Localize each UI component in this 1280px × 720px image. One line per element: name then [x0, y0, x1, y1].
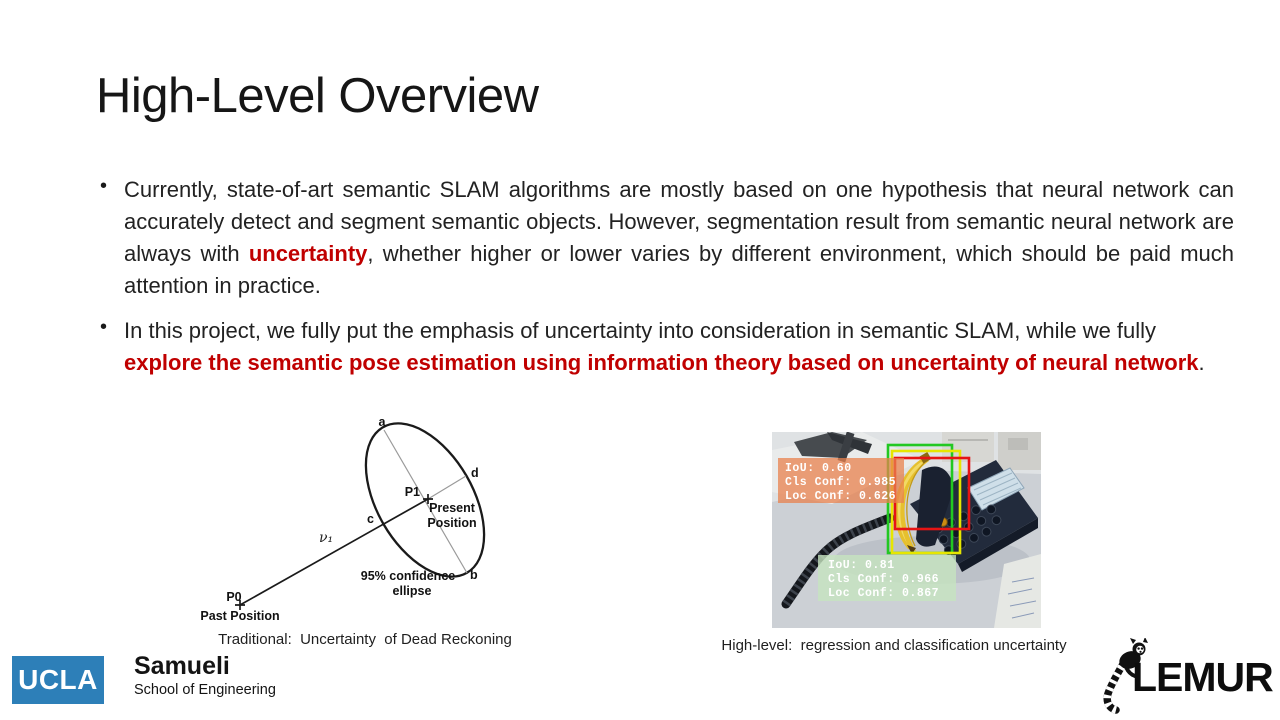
overlay-bottom-line3: Loc Conf: 0.867: [828, 587, 940, 600]
overlay-top-line1: IoU: 0.60: [785, 462, 852, 475]
label-conf-1: 95% confidence: [360, 569, 456, 583]
ucla-wordmark: UCLA: [18, 664, 98, 695]
samueli-label: Samueli: [134, 652, 230, 680]
label-past-position: Past Position: [200, 609, 280, 623]
bullet-item-1: [98, 174, 1234, 302]
dead-reckoning-diagram: [190, 415, 520, 630]
label-velocity: ν₁: [318, 530, 334, 546]
bullet-text-1: Currently, state-of-art semantic SLAM algorithms are mostly based on one hypothesis that neural network can accurately detect and segment semantic objects. However, segmentation result from semantic neural network are always with uncertainty, whether higher or lower varies by different environment, which should be paid much attention in practice.: [124, 177, 1235, 298]
label-d: d: [471, 466, 479, 480]
overlay-bottom-line2: Cls Conf: 0.966: [828, 573, 940, 586]
overlay-top-line3: Loc Conf: 0.626: [785, 490, 897, 503]
bullet-list: [98, 174, 1234, 392]
label-conf-2: ellipse: [392, 584, 432, 598]
overlay-top-line2: Cls Conf: 0.985: [785, 476, 897, 489]
minor-axis-line: [428, 476, 466, 499]
label-p1: P1: [404, 485, 420, 499]
label-present-2: Position: [427, 516, 477, 530]
bullet-item-2: [98, 315, 1234, 379]
label-p0: P0: [226, 590, 242, 604]
ucla-logo: [12, 656, 104, 704]
side-box: [998, 432, 1041, 470]
bullet-marker: •: [100, 175, 108, 197]
bullet-text-2: In this project, we fully put the emphasis of uncertainty into consideration in semantic SLAM, while we fully explore the semantic pose estimation using information theory based on uncertainty of neural network.: [124, 318, 1205, 375]
bullet-marker: •: [100, 316, 108, 338]
label-c: c: [367, 512, 374, 526]
label-present-1: Present: [429, 501, 475, 515]
detection-caption: High-level: regression and classification uncertainty: [721, 637, 1067, 654]
label-a: a: [378, 415, 386, 429]
overlay-bottom-line1: IoU: 0.81: [828, 559, 895, 572]
detection-photo: [772, 432, 1041, 628]
side-box-detail: [1008, 438, 1028, 450]
school-of-engineering-label: School of Engineering: [134, 682, 276, 698]
dead-reckoning-caption: Traditional: Uncertainty of Dead Reckoning: [218, 631, 512, 648]
label-b: b: [470, 568, 478, 582]
lemur-wordmark: LEMUR: [1132, 654, 1273, 700]
page-title: High-Level Overview: [96, 69, 539, 123]
lemur-logo: [1100, 638, 1276, 714]
